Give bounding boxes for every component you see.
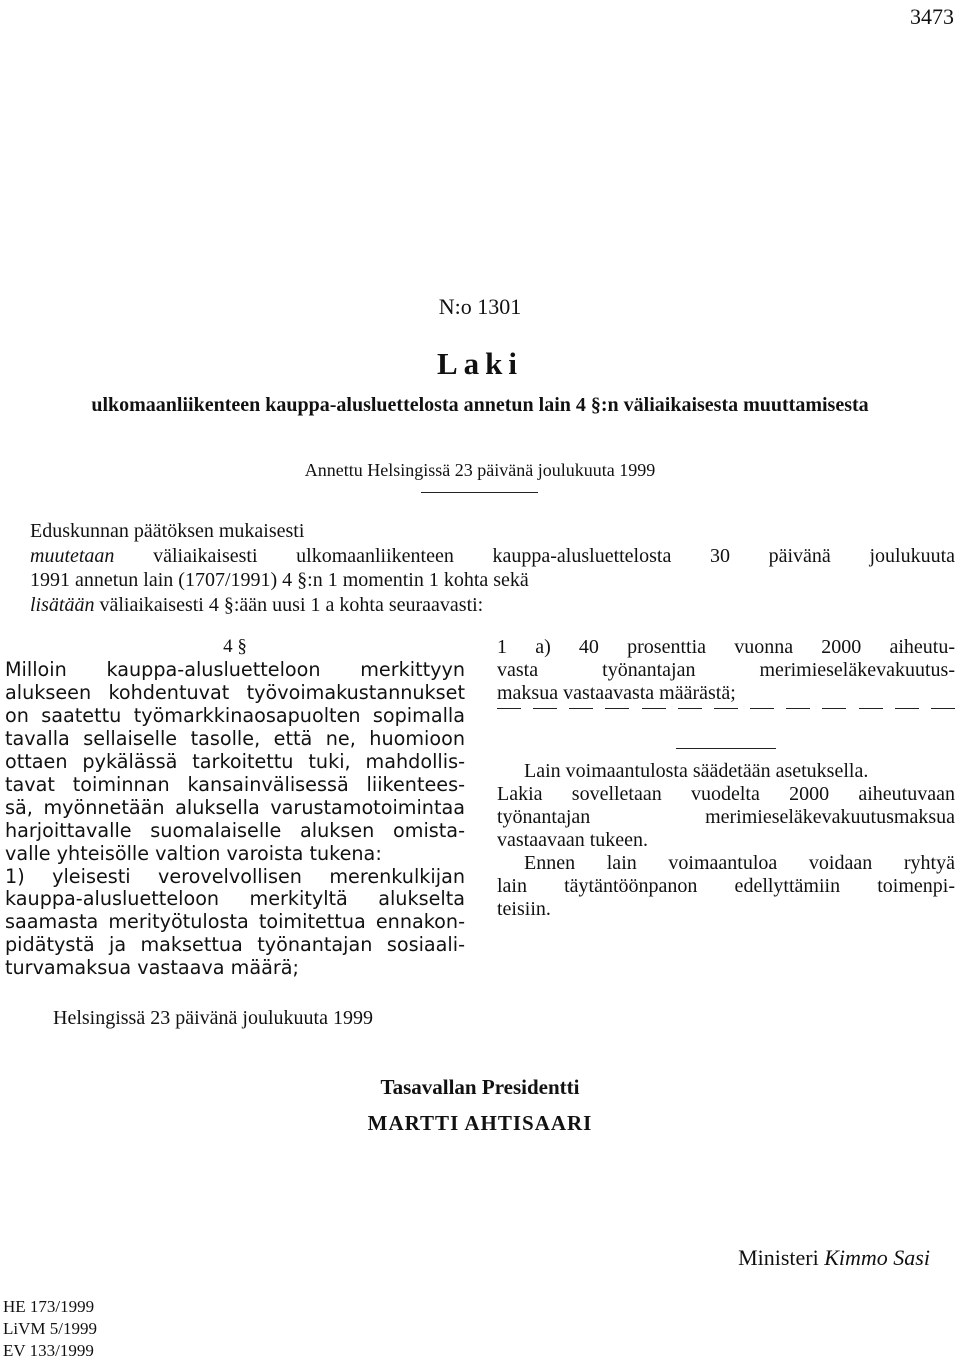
president-title: Tasavallan Presidentti: [380, 1075, 580, 1099]
signing-place-date: Helsingissä 23 päivänä joulukuuta 1999: [53, 1007, 373, 1029]
given-date: Annettu Helsingissä 23 päivänä joulukuuta 1999: [304, 460, 656, 480]
left-column: [5, 636, 465, 980]
preamble-line: [30, 544, 955, 569]
section-heading: 4 §: [223, 636, 247, 657]
statute-number: N:o 1301: [438, 294, 522, 319]
text-line: harjoittavalle suomalaiselle aluksen omista-: [5, 818, 465, 842]
preamble: [30, 519, 955, 617]
document-heading: Laki: [436, 346, 524, 381]
text-line: kauppa-alusluetteloon merkityltä alukselta: [5, 887, 465, 911]
text-line: teisiin.: [497, 898, 551, 920]
text-line: Milloin kauppa-alusluetteloon merkittyyn: [5, 657, 465, 681]
text-line: 1 a) 40 prosenttia vuonna 2000 aiheutu-: [497, 636, 955, 658]
preamble-text: väliaikaisesti 4 §:ään uusi 1 a kohta seuraavasti:: [94, 593, 484, 616]
text-line: Lain voimaantulosta säädetään asetuksella.: [524, 760, 869, 782]
text-line: pidätystä ja maksettua työnantajan sosiaali-: [5, 933, 465, 957]
text-line: maksua vastaavasta määrästä;: [497, 682, 736, 704]
text-line: ottaen pykälässä tarkoitettu tuki, mahdollis-: [5, 749, 465, 773]
entry-into-force: [497, 760, 955, 921]
page-number: 3473: [910, 4, 954, 29]
text-line: Lakia sovelletaan vuodelta 2000 aiheutuvaan: [497, 783, 955, 805]
reference: LiVM 5/1999: [3, 1319, 97, 1338]
omission-dashes: [497, 708, 955, 709]
text-line: vasta työnantajan merimieseläkevakuutus-: [497, 659, 955, 681]
text-line: saamasta merityötulosta toimitettua ennakon-: [5, 910, 465, 934]
text-line: on saatettu työmarkkinaosapuolten sopimalla: [5, 703, 465, 727]
section-divider: [676, 748, 776, 749]
preamble-line: Eduskunnan päätöksen mukaisesti: [30, 520, 305, 542]
title-divider: [421, 492, 538, 493]
minister-name: Kimmo Sasi: [824, 1245, 930, 1270]
text-line: alukseen kohdentuvat työvoimakustannukset: [5, 680, 465, 704]
law-title: ulkomaanliikenteen kauppa-alusluettelosta annetun lain 4 §:n väliaikaisesta muuttamisesta: [91, 394, 869, 416]
text-line: Ennen lain voimaantuloa voidaan ryhtyä: [524, 852, 955, 874]
preamble-text: väliaikaisesti ulkomaanliikenteen kauppa-alusluettelosta 30 päivänä joulukuuta: [114, 544, 955, 567]
text-line: turvamaksua vastaava määrä;: [5, 956, 299, 980]
text-line: työnantajan merimieseläkevakuutusmaksua: [497, 806, 955, 828]
text-line: sä, myönnetään aluksella varustamotoimintaa: [5, 795, 465, 819]
minister-signature: [738, 1245, 930, 1271]
text-line: lain täytäntöönpanon edellyttämiin toimenpi-: [497, 875, 955, 897]
text-line: tavat toiminnan kansainvälisessä liikentees-: [5, 772, 465, 796]
section-paragraph-2: [5, 866, 465, 981]
preamble-verb: lisätään: [30, 593, 95, 616]
preamble-line: 1991 annetun lain (1707/1991) 4 §:n 1 momentin 1 kohta sekä: [30, 569, 529, 591]
preamble-line: [30, 593, 955, 618]
president-name: MARTTI AHTISAARI: [367, 1111, 593, 1135]
reference: EV 133/1999: [3, 1341, 94, 1360]
text-line: valle yhteisölle valtion varoista tukena:: [5, 841, 382, 865]
minister-label: Ministeri: [738, 1245, 819, 1270]
item-1a: [497, 636, 955, 705]
section-paragraph-1: [5, 659, 465, 866]
text-line: tavalla sellaiselle tasolle, että ne, huomioon: [5, 726, 465, 750]
preamble-verb: muutetaan: [30, 544, 115, 567]
text-line: vastaavaan tukeen.: [497, 829, 649, 851]
reference: HE 173/1999: [3, 1297, 95, 1316]
legislative-references: [3, 1296, 97, 1362]
text-line: 1) yleisesti verovelvollisen merenkulkijan: [5, 864, 465, 888]
right-column: [497, 636, 955, 705]
